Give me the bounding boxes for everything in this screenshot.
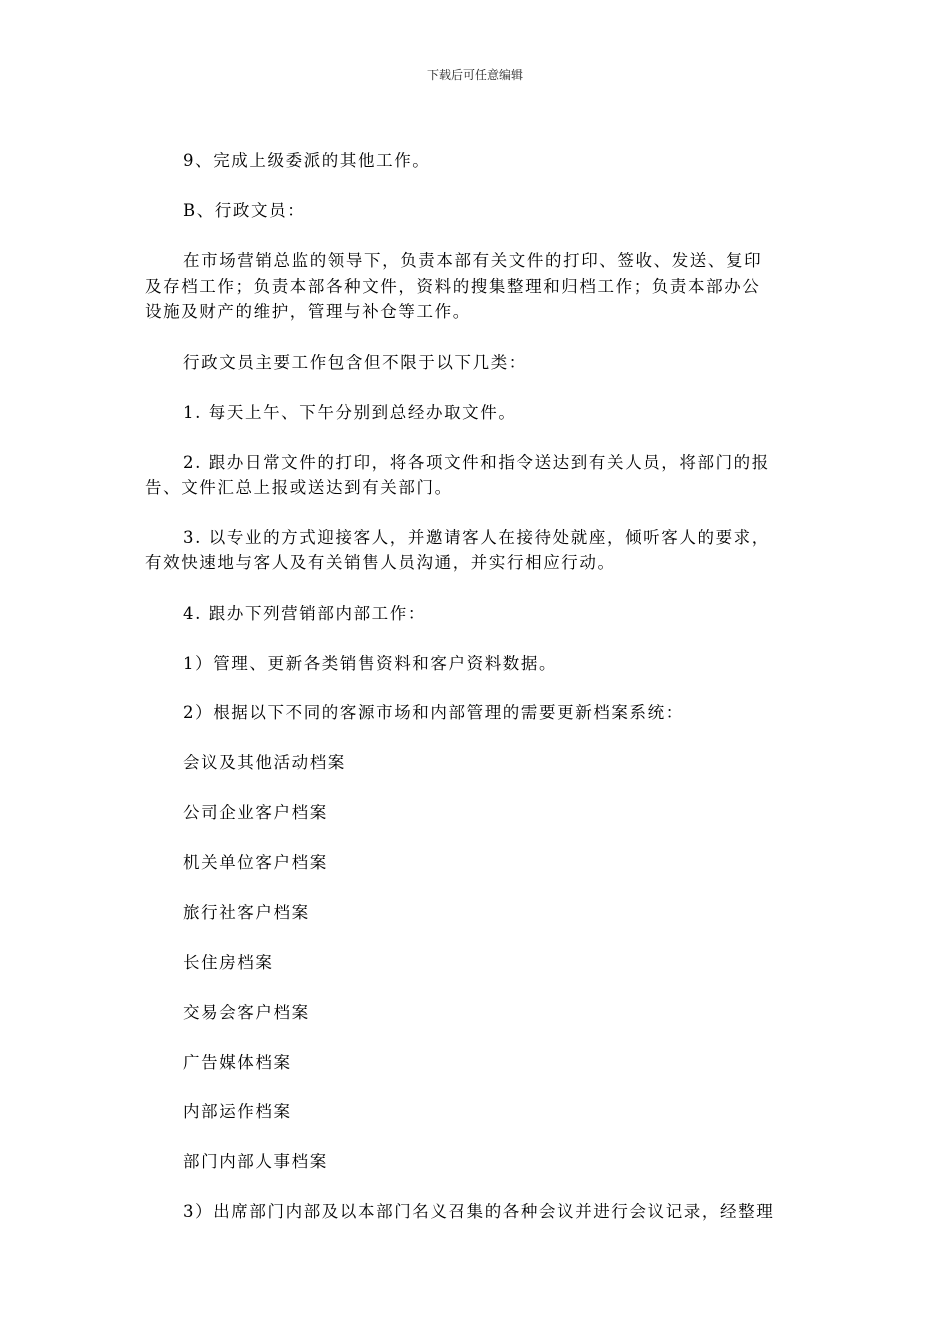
archive-item: 内部运作档案 [183, 1102, 292, 1121]
page-header-note: 下载后可任意编辑 [426, 68, 523, 82]
paragraph-work-scope: 行政文员主要工作包含但不限于以下几类： [183, 353, 527, 372]
paragraph-duty-line-2: 及存档工作；负责本部各种文件，资料的搜集整理和归档工作；负责本部办公 [145, 277, 761, 296]
sub-item-3: 3）出席部门内部及以本部门名义召集的各种会议并进行会议记录，经整理 [183, 1202, 775, 1221]
archive-item: 机关单位客户档案 [183, 853, 328, 872]
list-item-3-line-2: 有效快速地与客人及有关销售人员沟通，并实行相应行动。 [145, 553, 616, 572]
archive-item: 会议及其他活动档案 [183, 753, 346, 772]
paragraph-duty-line-3: 设施及财产的维护，管理与补仓等工作。 [145, 302, 471, 321]
list-item-4: 4. 跟办下列营销部内部工作： [183, 604, 426, 623]
archive-item: 公司企业客户档案 [183, 803, 328, 822]
list-item-3-line-1: 3. 以专业的方式迎接客人，并邀请客人在接待处就座，倾听客人的要求， [183, 528, 770, 547]
list-item-2-line-1: 2. 跟办日常文件的打印，将各项文件和指令送达到有关人员，将部门的报 [183, 453, 770, 472]
archive-item: 长住房档案 [183, 953, 274, 972]
paragraph-duty-line-1: 在市场营销总监的领导下，负责本部有关文件的打印、签收、发送、复印 [183, 251, 763, 270]
archive-item: 交易会客户档案 [183, 1003, 310, 1022]
sub-item-2: 2）根据以下不同的客源市场和内部管理的需要更新档案系统： [183, 703, 684, 722]
archive-item: 旅行社客户档案 [183, 903, 310, 922]
list-item-2-line-2: 告、文件汇总上报或送达到有关部门。 [145, 478, 453, 497]
archive-item: 广告媒体档案 [183, 1053, 292, 1072]
paragraph-task-9: 9、完成上级委派的其他工作。 [183, 151, 431, 170]
section-heading-admin-clerk: B、行政文员： [183, 201, 306, 220]
list-item-1: 1. 每天上午、下午分别到总经办取文件。 [183, 403, 517, 422]
sub-item-1: 1）管理、更新各类销售资料和客户资料数据。 [183, 654, 558, 673]
archive-item: 部门内部人事档案 [183, 1152, 328, 1171]
